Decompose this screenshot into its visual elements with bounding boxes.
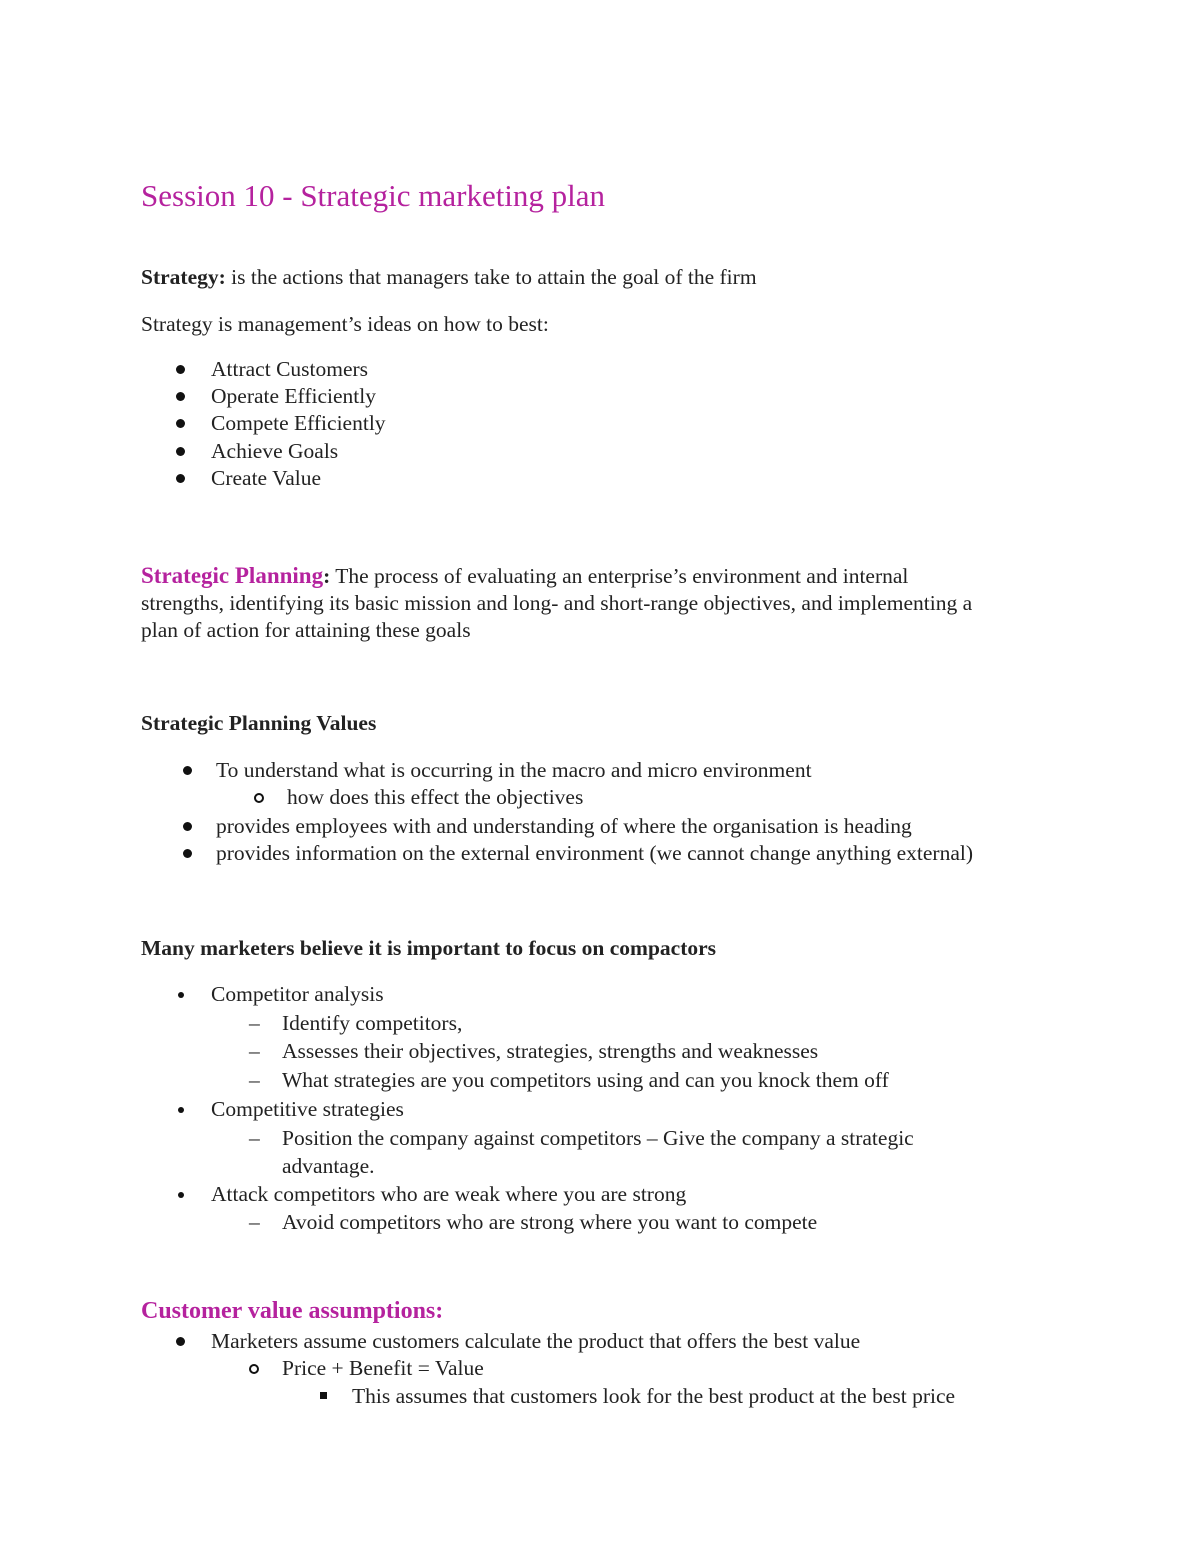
bullet-icon: [176, 419, 185, 428]
dash-icon: –: [249, 1068, 260, 1092]
bullet-icon: [176, 365, 185, 374]
list-item: Marketers assume customers calculate the product that offers the best value: [211, 1329, 861, 1353]
planning-term: Strategic Planning: [141, 563, 324, 588]
list-item: Attack competitors who are weak where you are strong: [211, 1182, 687, 1206]
planning-line-3: plan of action for attaining these goals: [141, 618, 471, 642]
planning-line-2: strengths, identifying its basic mission and long- and short-range objectives, and implementing a: [141, 591, 973, 615]
bullet-icon: [176, 392, 185, 401]
strategy-definition: [141, 264, 757, 291]
values-heading: Strategic Planning Values: [141, 711, 377, 735]
list-item: Competitor analysis: [211, 982, 384, 1006]
list-item: To understand what is occurring in the macro and micro environment: [216, 758, 812, 782]
planning-text-1: The process of evaluating an enterprise’s environment and internal: [330, 564, 909, 588]
list-item: Attract Customers: [211, 357, 369, 381]
strategy-term: Strategy:: [141, 265, 226, 289]
list-item: provides employees with and understanding of where the organisation is heading: [216, 814, 912, 838]
page-title: Session 10 - Strategic marketing plan: [141, 178, 606, 213]
hollow-bullet-icon: [249, 1364, 259, 1374]
bullet-icon: [176, 447, 185, 456]
customer-heading: Customer value assumptions:: [141, 1298, 444, 1324]
sub-list-item: Avoid competitors who are strong where you want to compete: [282, 1210, 818, 1234]
hollow-bullet-icon: [254, 793, 264, 803]
strategy-text: is the actions that managers take to attain the goal of the firm: [225, 265, 757, 289]
sub-sub-list-item: This assumes that customers look for the best product at the best price: [352, 1384, 956, 1408]
list-item: Operate Efficiently: [211, 384, 376, 408]
sub-list-item: Price + Benefit = Value: [282, 1356, 484, 1380]
competitors-heading: Many marketers believe it is important to focus on compactors: [141, 936, 717, 960]
dash-icon: –: [249, 1210, 260, 1234]
bullet-icon: [176, 474, 185, 483]
list-item: Create Value: [211, 466, 322, 490]
sub-list-item: Identify competitors,: [282, 1011, 463, 1035]
list-item: Achieve Goals: [211, 439, 339, 463]
sub-list-item: how does this effect the objectives: [287, 785, 584, 809]
dash-icon: –: [249, 1011, 260, 1035]
sub-list-item: Position the company against competitors – Give the company a strategic: [282, 1126, 914, 1150]
bullet-icon: [183, 822, 192, 831]
list-item: provides information on the external environment (we cannot change anything external): [216, 841, 974, 865]
sub-list-item: Assesses their objectives, strategies, strengths and weaknesses: [282, 1039, 819, 1063]
bullet-icon: [178, 992, 184, 998]
bullet-icon: [183, 766, 192, 775]
list-item: Compete Efficiently: [211, 411, 386, 435]
dash-icon: –: [249, 1126, 260, 1150]
strategy-intro: Strategy is management’s ideas on how to best:: [141, 312, 549, 336]
list-item: Competitive strategies: [211, 1097, 404, 1121]
sub-list-item-continuation: advantage.: [282, 1154, 375, 1178]
planning-line-1: [141, 562, 908, 591]
bullet-icon: [183, 849, 192, 858]
sub-list-item: What strategies are you competitors using and can you knock them off: [282, 1068, 889, 1092]
bullet-icon: [176, 1337, 185, 1346]
dash-icon: –: [249, 1039, 260, 1063]
bullet-icon: [178, 1192, 184, 1198]
square-bullet-icon: [320, 1392, 327, 1399]
bullet-icon: [178, 1107, 184, 1113]
planning-colon: :: [323, 564, 331, 588]
